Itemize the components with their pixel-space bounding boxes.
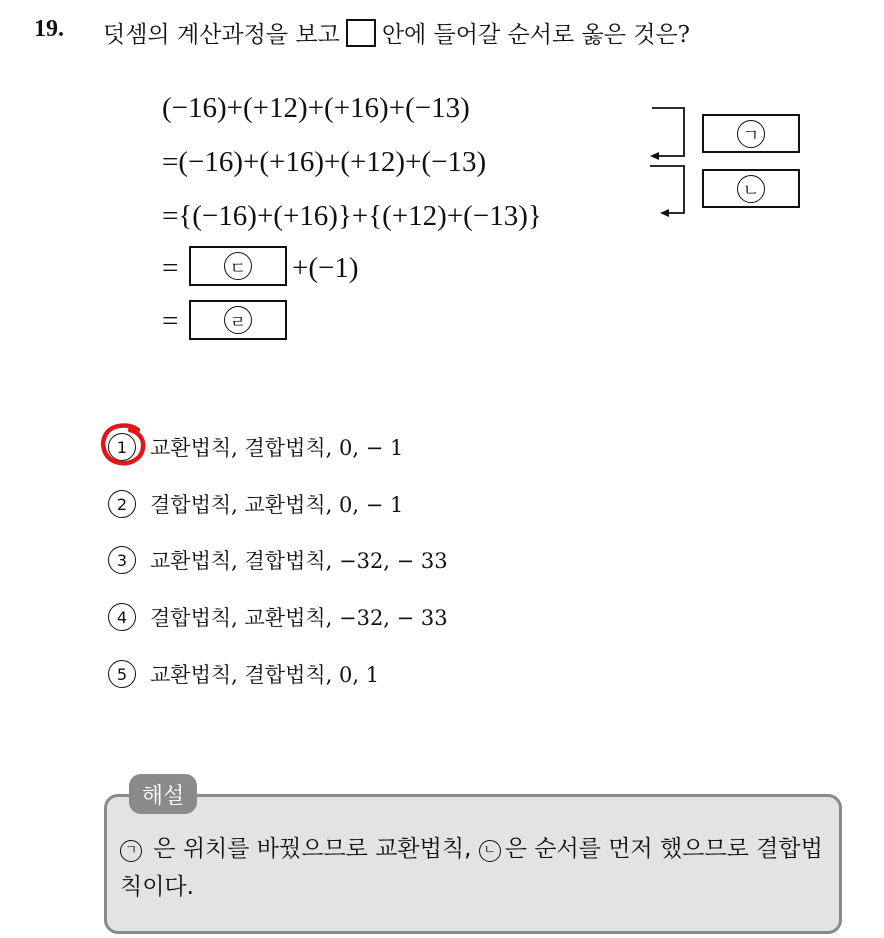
choice-2[interactable]	[108, 489, 403, 519]
choice-number: 4	[108, 603, 136, 631]
choice-number: 2	[108, 490, 136, 518]
step-line-1: (−16)+(+12)+(+16)+(−13)	[162, 92, 470, 124]
step-line-4-prefix: =	[162, 252, 179, 284]
selection-mark	[98, 420, 150, 468]
choice-4[interactable]	[108, 602, 448, 632]
choice-number: 3	[108, 546, 136, 574]
explanation-label-b: ㄴ	[479, 840, 501, 862]
choice-text: 결합법칙, 교환법칙, −32, − 33	[150, 606, 448, 630]
choice-3[interactable]	[108, 545, 448, 575]
choice-text: 교환법칙, 결합법칙, 0, 1	[150, 663, 380, 687]
choice-number: 1	[108, 433, 136, 461]
explanation-label-a: ㄱ	[120, 840, 142, 862]
choice-number: 5	[108, 660, 136, 688]
choice-text: 교환법칙, 결합법칙, −32, − 33	[150, 549, 448, 573]
step-line-5-prefix: =	[162, 305, 179, 337]
question-number: 19.	[34, 16, 64, 42]
blank-a-box	[702, 114, 800, 153]
explanation-tag: 해설	[129, 774, 197, 814]
choice-text: 결합법칙, 교환법칙, 0, − 1	[150, 493, 404, 517]
choice-text: 교환법칙, 결합법칙, 0, − 1	[150, 436, 404, 460]
explanation-part-2: 은 순서를 먼저 했으므로 결합법칙이다.	[120, 836, 823, 900]
choice-1[interactable]	[108, 432, 403, 462]
explanation-text	[120, 830, 830, 906]
label-c: ㄷ	[224, 252, 252, 280]
step-arrows	[640, 96, 700, 226]
blank-d-box	[189, 300, 287, 340]
label-a: ㄱ	[737, 120, 765, 148]
label-b: ㄴ	[737, 175, 765, 203]
choice-5[interactable]	[108, 659, 379, 689]
step-line-4-suffix: +(−1)	[292, 252, 359, 284]
blank-b-box	[702, 169, 800, 208]
step-line-3: ={(−16)+(+16)}+{(+12)+(−13)}	[162, 200, 542, 232]
blank-box	[346, 19, 376, 47]
label-d: ㄹ	[224, 306, 252, 334]
explanation-part-1: 은 위치를 바꿨으므로 교환법칙,	[146, 836, 479, 862]
question-text-before: 덧셈의 계산과정을 보고	[103, 22, 340, 48]
step-line-2: =(−16)+(+16)+(+12)+(−13)	[162, 146, 487, 178]
question-text-after: 안에 들어갈 순서로 옳은 것은?	[381, 22, 691, 48]
blank-c-box	[189, 246, 287, 286]
question-text	[103, 16, 690, 49]
